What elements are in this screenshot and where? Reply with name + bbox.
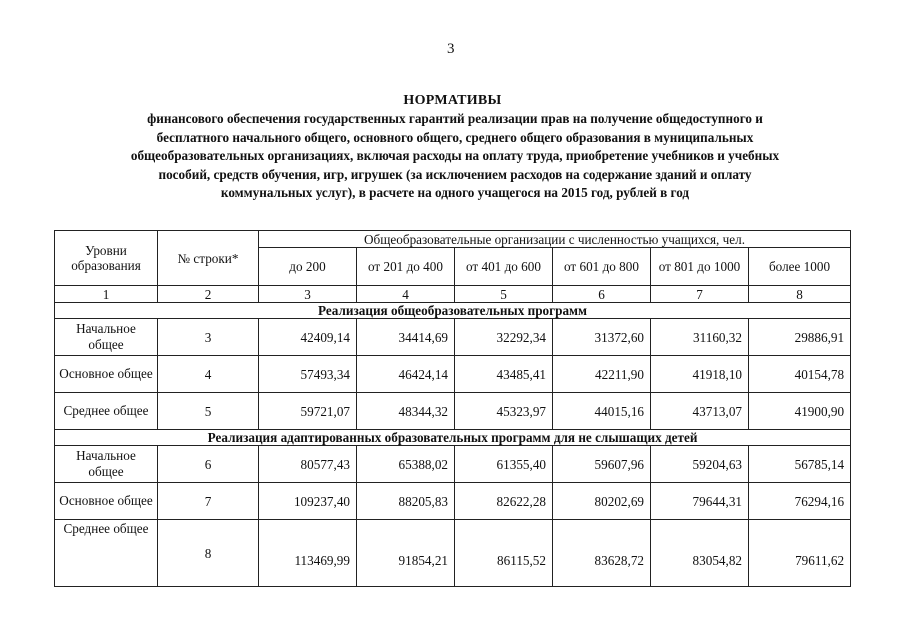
value-cell: 45323,97 — [455, 393, 553, 430]
header-size: от 601 до 800 — [553, 248, 651, 286]
value-cell: 59204,63 — [651, 446, 749, 483]
value-cell: 41900,90 — [749, 393, 851, 430]
table-row — [55, 393, 851, 430]
value-cell: 59721,07 — [259, 393, 357, 430]
header-size: более 1000 — [749, 248, 851, 286]
row-number-cell: 6 — [158, 446, 259, 483]
norms-table — [54, 230, 851, 587]
level-cell: Основное общее — [55, 356, 158, 393]
value-cell: 42409,14 — [259, 319, 357, 356]
value-cell: 80202,69 — [553, 483, 651, 520]
header-group: Общеобразовательные организации с численностью учащихся, чел. — [259, 231, 851, 248]
level-cell: Начальное общее — [55, 446, 158, 483]
level-cell: Среднее общее — [55, 393, 158, 430]
subtitle-line: пособий, средств обучения, игр, игрушек (за исключением расходов на содержание зданий и оплату — [158, 166, 752, 182]
page-number: 3 — [447, 41, 455, 57]
section-header-row — [55, 430, 851, 446]
row-number-cell: 7 — [158, 483, 259, 520]
header-row-no: № строки* — [158, 231, 259, 286]
table-row — [55, 483, 851, 520]
subtitle-line: бесплатного начального общего, основного общего, среднего общего образования в муниципальных — [156, 129, 754, 145]
table-row — [55, 319, 851, 356]
value-cell: 40154,78 — [749, 356, 851, 393]
value-cell: 32292,34 — [455, 319, 553, 356]
header-size: до 200 — [259, 248, 357, 286]
value-cell: 43713,07 — [651, 393, 749, 430]
value-cell: 61355,40 — [455, 446, 553, 483]
value-cell: 31160,32 — [651, 319, 749, 356]
column-number: 1 — [55, 286, 158, 303]
value-cell: 65388,02 — [357, 446, 455, 483]
level-cell: Среднее общее — [55, 520, 158, 587]
column-number: 4 — [357, 286, 455, 303]
header-size: от 801 до 1000 — [651, 248, 749, 286]
level-cell: Начальное общее — [55, 319, 158, 356]
value-cell: 56785,14 — [749, 446, 851, 483]
value-cell: 80577,43 — [259, 446, 357, 483]
document-title: НОРМАТИВЫ — [403, 93, 502, 108]
value-cell: 43485,41 — [455, 356, 553, 393]
value-cell: 91854,21 — [357, 520, 455, 587]
value-cell: 113469,99 — [259, 520, 357, 587]
subtitle-line: финансового обеспечения государственных гарантий реализации прав на получение общедоступного и — [147, 111, 763, 126]
value-cell: 76294,16 — [749, 483, 851, 520]
value-cell: 48344,32 — [357, 393, 455, 430]
section-header-row — [55, 303, 851, 319]
value-cell: 109237,40 — [259, 483, 357, 520]
value-cell: 41918,10 — [651, 356, 749, 393]
column-number: 7 — [651, 286, 749, 303]
column-number: 8 — [749, 286, 851, 303]
header-level: Уровни образования — [55, 231, 158, 286]
header-size: от 401 до 600 — [455, 248, 553, 286]
value-cell: 83054,82 — [651, 520, 749, 587]
column-number: 3 — [259, 286, 357, 303]
value-cell: 79611,62 — [749, 520, 851, 587]
value-cell: 31372,60 — [553, 319, 651, 356]
table-row — [55, 520, 851, 587]
value-cell: 86115,52 — [455, 520, 553, 587]
level-cell: Основное общее — [55, 483, 158, 520]
section-title: Реализация адаптированных образовательных программ для не слышащих детей — [55, 430, 851, 446]
column-number: 2 — [158, 286, 259, 303]
row-number-cell: 4 — [158, 356, 259, 393]
value-cell: 83628,72 — [553, 520, 651, 587]
value-cell: 34414,69 — [357, 319, 455, 356]
table-row — [55, 356, 851, 393]
row-number-cell: 3 — [158, 319, 259, 356]
value-cell: 88205,83 — [357, 483, 455, 520]
value-cell: 59607,96 — [553, 446, 651, 483]
column-number-row — [55, 286, 851, 303]
table-row — [55, 446, 851, 483]
value-cell: 79644,31 — [651, 483, 749, 520]
section-title: Реализация общеобразовательных программ — [55, 303, 851, 319]
column-number: 6 — [553, 286, 651, 303]
value-cell: 29886,91 — [749, 319, 851, 356]
header-size: от 201 до 400 — [357, 248, 455, 286]
row-number-cell: 5 — [158, 393, 259, 430]
column-number: 5 — [455, 286, 553, 303]
subtitle-line: общеобразовательных организациях, включая расходы на оплату труда, приобретение учебников и учебных — [130, 148, 780, 164]
document-subtitle — [80, 110, 830, 203]
value-cell: 46424,14 — [357, 356, 455, 393]
subtitle-line: коммунальных услуг), в расчете на одного учащегося на 2015 год, рублей в год — [220, 185, 690, 201]
value-cell: 57493,34 — [259, 356, 357, 393]
row-number-cell: 8 — [158, 520, 259, 587]
value-cell: 82622,28 — [455, 483, 553, 520]
value-cell: 42211,90 — [553, 356, 651, 393]
value-cell: 44015,16 — [553, 393, 651, 430]
